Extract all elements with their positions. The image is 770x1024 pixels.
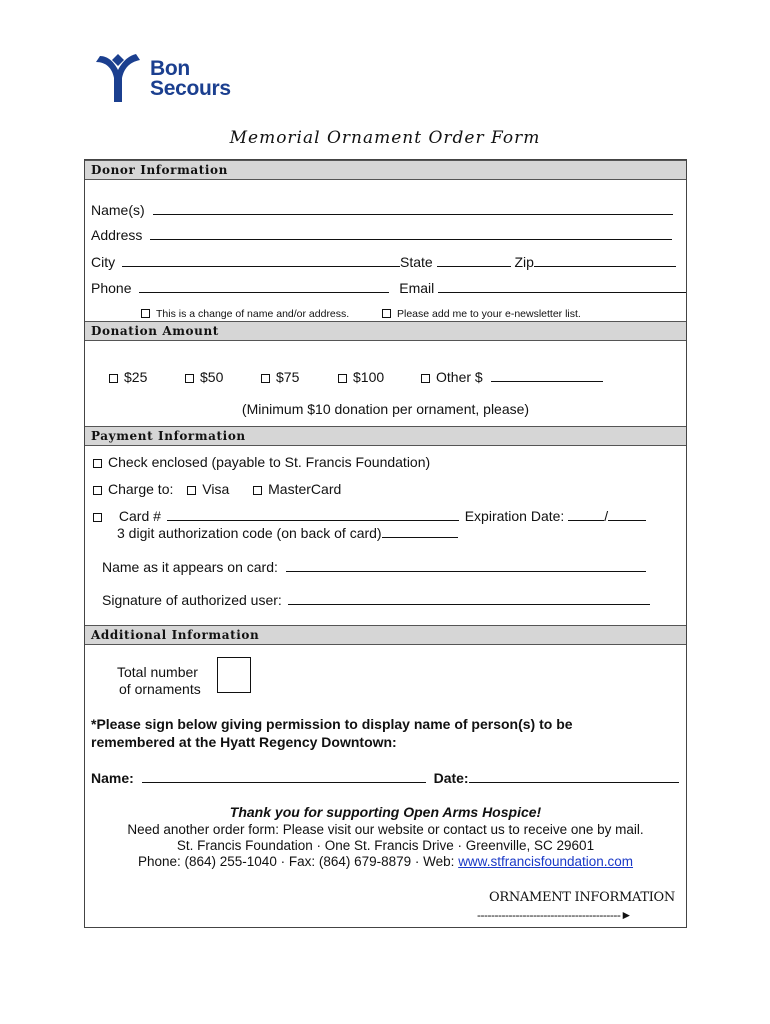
donation-option-100[interactable]	[338, 369, 384, 385]
email-field[interactable]	[438, 280, 686, 293]
thank-you-message: Thank you for supporting Open Arms Hospice!	[229, 804, 542, 820]
permission-name-label: Name:	[91, 770, 134, 786]
logo-text-line1: Bon	[150, 57, 190, 80]
mastercard-label: MasterCard	[268, 481, 342, 497]
auth-code-label: 3 digit authorization code (on back of card)	[117, 525, 382, 541]
donation-50-checkbox[interactable]	[185, 374, 194, 383]
logo-text-line2: Secours	[150, 77, 231, 100]
email-label: Email	[399, 280, 435, 296]
total-ornaments-label-1: Total number	[117, 664, 198, 680]
expiration-slash: /	[604, 508, 609, 524]
newsletter-label: Please add me to your e-newsletter list.	[397, 308, 581, 320]
check-enclosed-label: Check enclosed (payable to St. Francis Foundation)	[108, 454, 431, 470]
state-label: State	[400, 254, 433, 270]
card-number-row	[93, 508, 646, 524]
donation-other-checkbox[interactable]	[421, 374, 430, 383]
signature-field[interactable]	[288, 592, 650, 605]
names-label: Name(s)	[91, 202, 145, 218]
address-label: Address	[91, 227, 143, 243]
city-label: City	[91, 254, 116, 270]
permission-text-1: *Please sign below giving permission to display name of person(s) to be	[91, 716, 573, 732]
contact-line	[85, 854, 686, 870]
change-address-option[interactable]	[141, 306, 349, 322]
permission-date-field[interactable]	[469, 770, 679, 783]
check-enclosed-checkbox[interactable]	[93, 459, 102, 468]
change-address-label: This is a change of name and/or address.	[156, 308, 350, 320]
newsletter-checkbox[interactable]	[382, 309, 391, 318]
address-row	[91, 227, 672, 243]
section-donor-information: Donor Information	[85, 160, 686, 180]
visa-label: Visa	[202, 481, 230, 497]
state-field[interactable]	[437, 254, 511, 267]
donation-option-other[interactable]	[421, 369, 603, 385]
donation-25-label: $25	[124, 369, 148, 385]
signature-label: Signature of authorized user:	[102, 592, 282, 608]
donation-option-25[interactable]	[109, 369, 147, 385]
order-form	[84, 159, 687, 928]
page-title: Memorial Ornament Order Form	[229, 128, 541, 148]
ornament-information-label: ORNAMENT INFORMATION	[489, 890, 675, 905]
names-row	[91, 202, 673, 218]
auth-code-field[interactable]	[382, 525, 458, 538]
donation-option-50[interactable]	[185, 369, 223, 385]
names-field[interactable]	[153, 202, 673, 215]
zip-label: Zip	[514, 254, 534, 270]
donation-25-checkbox[interactable]	[109, 374, 118, 383]
expiration-year-field[interactable]	[608, 508, 646, 521]
section-payment-information: Payment Information	[85, 426, 686, 446]
permission-text-2: remembered at the Hyatt Regency Downtown:	[91, 734, 397, 750]
foundation-address: St. Francis Foundation · One St. Francis Drive · Greenville, SC 29601	[176, 838, 595, 853]
permission-date-label: Date:	[433, 770, 469, 786]
expiration-label: Expiration Date:	[464, 508, 565, 524]
bon-secours-logo	[92, 48, 242, 108]
charge-to-label: Charge to:	[108, 481, 174, 497]
charge-to-checkbox[interactable]	[93, 486, 102, 495]
section-additional-information: Additional Information	[85, 625, 686, 645]
donation-100-checkbox[interactable]	[338, 374, 347, 383]
phone-label: Phone	[91, 280, 132, 296]
donation-50-label: $50	[200, 369, 224, 385]
name-on-card-row	[102, 559, 646, 575]
donation-other-amount-field[interactable]	[491, 369, 603, 382]
donation-100-label: $100	[353, 369, 385, 385]
card-number-label: Card #	[118, 508, 161, 524]
donation-other-label: Other $	[436, 369, 483, 385]
logo-cross-icon	[92, 52, 150, 104]
check-enclosed-option[interactable]	[93, 454, 430, 470]
name-on-card-label: Name as it appears on card:	[102, 559, 278, 575]
card-checkbox[interactable]	[93, 513, 102, 522]
total-ornaments-field[interactable]	[217, 657, 251, 693]
website-link[interactable]: www.stfrancisfoundation.com	[458, 854, 634, 869]
phone-field[interactable]	[139, 280, 389, 293]
expiration-month-field[interactable]	[568, 508, 604, 521]
visa-checkbox[interactable]	[187, 486, 196, 495]
permission-signature-row	[91, 770, 679, 786]
signature-row	[102, 592, 650, 608]
donation-75-checkbox[interactable]	[261, 374, 270, 383]
charge-to-row	[93, 481, 341, 497]
donation-option-75[interactable]	[261, 369, 299, 385]
change-address-checkbox[interactable]	[141, 309, 150, 318]
auth-code-row	[117, 525, 458, 541]
total-ornaments-label-2: of ornaments	[119, 681, 201, 697]
donation-75-label: $75	[276, 369, 300, 385]
contact-phone-fax: Phone: (864) 255-1040 · Fax: (864) 679-8879 · Web:	[137, 854, 455, 869]
another-form-note: Need another order form: Please visit our website or contact us to receive one by mail.	[127, 822, 644, 837]
section-donation-amount: Donation Amount	[85, 321, 686, 341]
city-field[interactable]	[122, 254, 400, 267]
card-number-field[interactable]	[167, 508, 459, 521]
city-row	[91, 254, 676, 270]
address-field[interactable]	[150, 227, 672, 240]
mastercard-checkbox[interactable]	[253, 486, 262, 495]
minimum-donation-note: (Minimum $10 donation per ornament, please)	[241, 401, 530, 417]
phone-row	[91, 280, 686, 296]
newsletter-option[interactable]	[382, 306, 581, 322]
zip-field[interactable]	[534, 254, 676, 267]
ornament-information-arrow: -----------------------------------------►	[477, 908, 632, 922]
permission-name-field[interactable]	[142, 770, 426, 783]
name-on-card-field[interactable]	[286, 559, 646, 572]
